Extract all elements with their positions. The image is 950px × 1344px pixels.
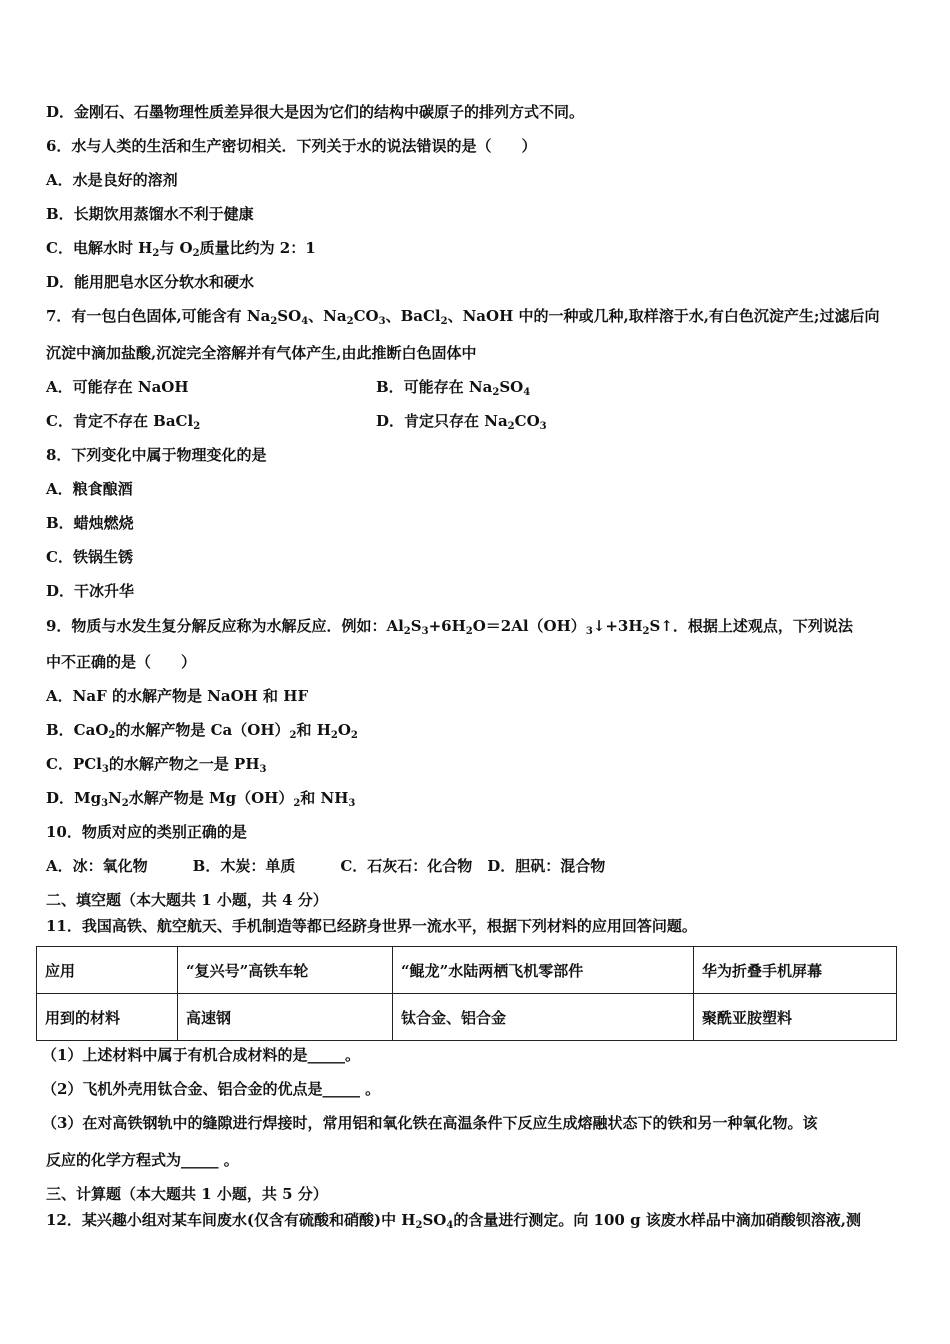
section-3-heading: 三、计算题（本大题共 1 小题，共 5 分） [46, 1185, 328, 1203]
q8-option-d: D．干冰升华 [46, 582, 135, 600]
q12-stem: 12．某兴趣小组对某车间废水(仅含有硫酸和硝酸)中 $H_2SO_4$的含量进行测定。向 100 g 该废水样品中滴加硝酸钡溶液,测 [46, 1211, 862, 1231]
q8-option-c: C．铁锅生锈 [46, 548, 133, 566]
table-cell: “鲲龙”水陆两栖飞机零部件 [393, 947, 694, 994]
q11-subquestion-2: （2）飞机外壳用钛合金、铝合金的优点是_____ 。 [42, 1080, 381, 1098]
q9-option-b: B．CaO$_2$的水解产物是 $Ca(OH)_2$和 $H_2O_2$ [46, 721, 358, 741]
q11-subquestion-3-line1: （3）在对高铁钢轨中的缝隙进行焊接时，常用铝和氧化铁在高温条件下反应生成熔融状态下的铁和另一种氧化物。该 [42, 1114, 818, 1132]
q10-stem: 10．物质对应的类别正确的是 [46, 823, 247, 841]
q9-stem-line2: 中不正确的是（ ） [46, 653, 197, 671]
q9-option-a: A．NaF 的水解产物是 NaOH 和 HF [46, 687, 309, 705]
q7-stem-line1: 7．有一包白色固体,可能含有 $Na_2SO_4$、$Na_2CO_3$、BaCl$_2$、NaOH 中的一种或几种,取样溶于水,有白色沉淀产生;过滤后向 [46, 307, 880, 327]
table-cell: 华为折叠手机屏幕 [694, 947, 897, 994]
q7-options-row2 [46, 411, 547, 432]
table-row [37, 947, 897, 994]
q7-stem-line2: 沉淀中滴加盐酸,沉淀完全溶解并有气体产生,由此推断白色固体中 [46, 344, 477, 362]
section-2-heading: 二、填空题（本大题共 1 小题，共 4 分） [46, 891, 328, 909]
table-cell: “复兴号”高铁车轮 [178, 947, 393, 994]
q9-stem-line1: 9．物质与水发生复分解反应称为水解反应．例如：$Al_2S_3+6H_2O=2Al(OH)_3↓+3H_2S↑$．根据上述观点，下列说法 [46, 617, 853, 637]
q7-option-d: D．肯定只存在 $Na_2CO_3$ [376, 412, 547, 432]
q7-options-row1 [46, 377, 531, 398]
q6-option-b: B．长期饮用蒸馏水不利于健康 [46, 205, 254, 223]
q11-subquestion-3-line2: 反应的化学方程式为_____ 。 [46, 1151, 239, 1169]
q7-option-a: A．可能存在 NaOH [46, 378, 189, 396]
q8-option-a: A．粮食酿酒 [46, 480, 133, 498]
materials-table [36, 946, 897, 1041]
table-cell: 聚酰亚胺塑料 [694, 994, 897, 1041]
q7-option-b: B．可能存在 $Na_2SO_4$ [376, 378, 531, 398]
q6-option-d: D．能用肥皂水区分软水和硬水 [46, 273, 255, 291]
table-cell: 用到的材料 [37, 994, 178, 1041]
q11-stem: 11．我国高铁、航空航天、手机制造等都已经跻身世界一流水平，根据下列材料的应用回答问题。 [46, 917, 697, 935]
q7-option-c: C．肯定不存在 BaCl$_2$ [46, 412, 201, 432]
table-cell: 钛合金、铝合金 [393, 994, 694, 1041]
q6-stem: 6．水与人类的生活和生产密切相关．下列关于水的说法错误的是（ ） [46, 137, 537, 155]
q8-option-b: B．蜡烛燃烧 [46, 514, 134, 532]
q5-option-d: D．金刚石、石墨物理性质差异很大是因为它们的结构中碳原子的排列方式不同。 [46, 103, 585, 121]
table-cell: 应用 [37, 947, 178, 994]
q9-option-c: C．PCl$_3$的水解产物之一是 $PH_3$ [46, 755, 267, 775]
q6-option-c: C．电解水时 $H_2$与 $O_2$质量比约为 2：1 [46, 239, 316, 259]
q9-option-d: D．$Mg_3N_2$水解产物是 $Mg(OH)_2$和 $NH_3$ [46, 789, 356, 809]
q10-options: A．冰：氧化物 B．木炭：单质 C．石灰石：化合物 D．胆矾：混合物 [46, 857, 606, 875]
table-row [37, 994, 897, 1041]
table-cell: 高速钢 [178, 994, 393, 1041]
q6-option-a: A．水是良好的溶剂 [46, 171, 178, 189]
q11-subquestion-1: （1）上述材料中属于有机合成材料的是_____。 [42, 1046, 360, 1064]
q8-stem: 8．下列变化中属于物理变化的是 [46, 446, 267, 464]
